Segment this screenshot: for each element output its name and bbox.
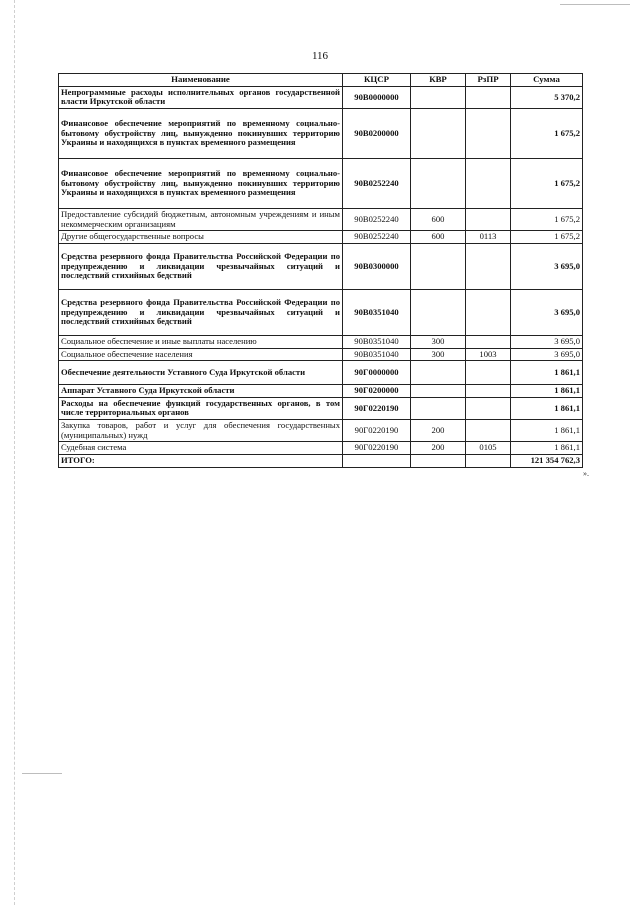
cell-kvr (411, 454, 466, 467)
cell-kvr (411, 397, 466, 419)
cell-kcsr: 90Г0220190 (343, 397, 411, 419)
table-row (59, 348, 583, 361)
table-row (59, 109, 583, 159)
header-rzpr: РзПР (466, 74, 511, 87)
cell-sum: 121 354 762,3 (511, 454, 583, 467)
table-row (59, 289, 583, 335)
cell-name: Расходы на обеспечение функций государственных органов, в том числе территориальных органов (59, 397, 343, 419)
cell-rzpr: 0113 (466, 231, 511, 244)
scan-edge-mark (560, 4, 630, 5)
cell-rzpr: 1003 (466, 348, 511, 361)
cell-kvr: 200 (411, 442, 466, 455)
cell-rzpr (466, 243, 511, 289)
cell-sum: 3 695,0 (511, 243, 583, 289)
cell-rzpr (466, 86, 511, 108)
cell-sum: 1 861,1 (511, 361, 583, 385)
table-row (59, 385, 583, 398)
cell-rzpr (466, 385, 511, 398)
cell-sum: 1 861,1 (511, 442, 583, 455)
cell-kvr: 300 (411, 348, 466, 361)
cell-kvr: 300 (411, 335, 466, 348)
header-kcsr: КЦСР (343, 74, 411, 87)
cell-rzpr (466, 289, 511, 335)
table-row (59, 361, 583, 385)
cell-rzpr (466, 109, 511, 159)
cell-sum: 1 675,2 (511, 209, 583, 231)
cell-kcsr: 90В0000000 (343, 86, 411, 108)
cell-name: Судебная система (59, 442, 343, 455)
cell-sum: 1 675,2 (511, 231, 583, 244)
table-row (59, 420, 583, 442)
cell-sum: 3 695,0 (511, 335, 583, 348)
cell-name: Предоставление субсидий бюджетным, автономным учреждениям и иным некоммерческим организациям (59, 209, 343, 231)
cell-kvr: 200 (411, 420, 466, 442)
cell-rzpr: 0105 (466, 442, 511, 455)
cell-sum: 1 861,1 (511, 397, 583, 419)
cell-kvr: 600 (411, 231, 466, 244)
table-row (59, 86, 583, 108)
cell-kvr (411, 361, 466, 385)
cell-kvr (411, 86, 466, 108)
cell-kcsr: 90Г0220190 (343, 442, 411, 455)
scan-margin-line (14, 0, 15, 905)
header-name: Наименование (59, 74, 343, 87)
cell-kcsr: 90В0300000 (343, 243, 411, 289)
table-row (59, 454, 583, 467)
cell-sum: 3 695,0 (511, 289, 583, 335)
cell-sum: 3 695,0 (511, 348, 583, 361)
table-row (59, 209, 583, 231)
cell-kcsr: 90В0351040 (343, 335, 411, 348)
table-row (59, 159, 583, 209)
table-row (59, 335, 583, 348)
header-kvr: КВР (411, 74, 466, 87)
cell-kvr (411, 385, 466, 398)
cell-name: Социальное обеспечение и иные выплаты населению (59, 335, 343, 348)
cell-kcsr: 90В0351040 (343, 289, 411, 335)
cell-kcsr: 90Г0220190 (343, 420, 411, 442)
cell-kvr (411, 109, 466, 159)
cell-kvr: 600 (411, 209, 466, 231)
cell-rzpr (466, 335, 511, 348)
scan-bottom-mark (22, 773, 62, 774)
table-row (59, 397, 583, 419)
budget-table (58, 73, 583, 468)
cell-rzpr (466, 209, 511, 231)
cell-sum: 1 861,1 (511, 420, 583, 442)
cell-rzpr (466, 420, 511, 442)
cell-kvr (411, 243, 466, 289)
cell-name: Непрограммные расходы исполнительных органов государственной власти Иркутской области (59, 86, 343, 108)
cell-name: ИТОГО: (59, 454, 343, 467)
closing-quote-mark: ». (583, 469, 589, 478)
table-row (59, 442, 583, 455)
page-number: 116 (311, 50, 329, 62)
cell-name: Обеспечение деятельности Уставного Суда Иркутской области (59, 361, 343, 385)
cell-name: Средства резервного фонда Правительства Российской Федерации по предупреждению и ликвидации чрезвычайных ситуаций и последствий стихийных бедствий (59, 243, 343, 289)
cell-sum: 1 675,2 (511, 159, 583, 209)
cell-name: Финансовое обеспечение мероприятий по временному социально-бытовому обустройству лиц, вынужденно покинувших территорию Украины и находящихся в пунктах временного размещения (59, 109, 343, 159)
cell-name: Другие общегосударственные вопросы (59, 231, 343, 244)
cell-kcsr: 90Г0000000 (343, 361, 411, 385)
cell-sum: 5 370,2 (511, 86, 583, 108)
cell-kcsr: 90В0252240 (343, 231, 411, 244)
cell-kcsr: 90Г0200000 (343, 385, 411, 398)
cell-kcsr: 90В0252240 (343, 159, 411, 209)
cell-kcsr: 90В0351040 (343, 348, 411, 361)
cell-kvr (411, 289, 466, 335)
cell-sum: 1 861,1 (511, 385, 583, 398)
cell-rzpr (466, 159, 511, 209)
cell-name: Социальное обеспечение населения (59, 348, 343, 361)
table-row (59, 243, 583, 289)
cell-kcsr: 90В0200000 (343, 109, 411, 159)
cell-kcsr: 90В0252240 (343, 209, 411, 231)
cell-sum: 1 675,2 (511, 109, 583, 159)
header-sum: Сумма (511, 74, 583, 87)
table-row (59, 231, 583, 244)
table-body (59, 86, 583, 467)
table-header-row (59, 74, 583, 87)
cell-name: Финансовое обеспечение мероприятий по временному социально-бытовому обустройству лиц, вынужденно покинувших территорию Украины и находящихся в пунктах временного размещения (59, 159, 343, 209)
cell-kcsr (343, 454, 411, 467)
cell-name: Закупка товаров, работ и услуг для обеспечения государственных (муниципальных) нужд (59, 420, 343, 442)
cell-name: Аппарат Уставного Суда Иркутской области (59, 385, 343, 398)
cell-rzpr (466, 454, 511, 467)
cell-rzpr (466, 361, 511, 385)
cell-name: Средства резервного фонда Правительства Российской Федерации по предупреждению и ликвидации чрезвычайных ситуаций и последствий стихийных бедствий (59, 289, 343, 335)
cell-kvr (411, 159, 466, 209)
cell-rzpr (466, 397, 511, 419)
